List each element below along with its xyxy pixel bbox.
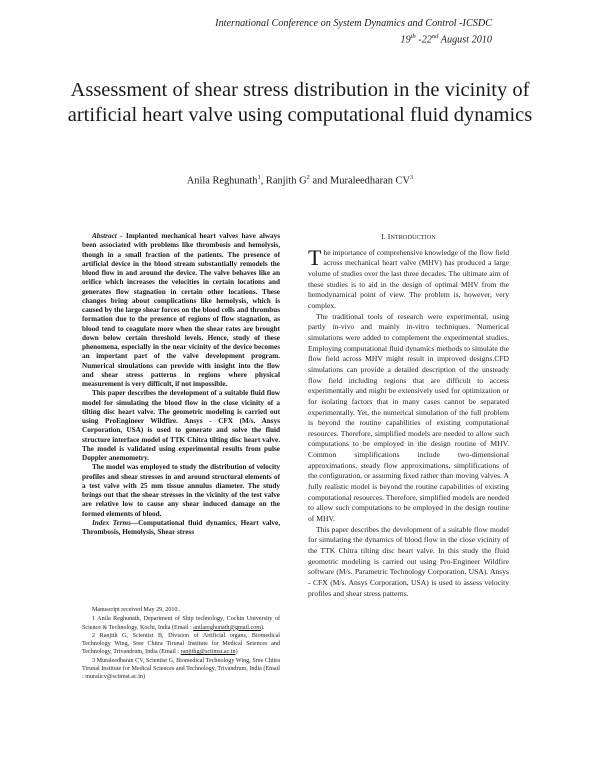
conference-date: 19th -22nd August 2010 bbox=[400, 33, 492, 46]
abstract-paragraph-3: The model was employed to study the distribution of velocity profiles and shear stresses in and around structural elements of a test valve with 25 mm tissue annulus diameter. The study brings out that the shear stresses in the vicinity of the test valve are relative low to cause any shear induced damage on the formed elements of blood. bbox=[82, 463, 280, 518]
index-terms: Index Terms—Computational fluid dynamics, Heart valve, Thrombosis, Hemolysis, Shear stress bbox=[82, 518, 280, 536]
manuscript-received: Manuscript received May 29, 2010.. bbox=[92, 607, 181, 613]
abstract-paragraph-1: Abstract - Implanted mechanical heart valves have always been associated with problems like thrombosis and hemolysis, though in a small fraction of the patients. The presence of artificial device in the blood stream substantially remodels the blood flow in and around the device. The valve behaves like an orifice which increases the velocities in certain locations and generates flow stagnation in certain other locations. These changes bring about complications like hemolysis, which is caused by the large shear forces on the blood cells and thrombus formation due to the presence of regions of flow stagnation, as blood tend to coagulate more when the shear rates are brought down below certain threshold levels. Hence, study of these phenomena, especially in the near vicinity of the device becomes an important part of the valve development program. Numerical simulations can provide with insight into the flow and shear stress patterns in regions where physical measurement is very difficult, if not impossible. bbox=[82, 232, 280, 388]
abstract-paragraph-2: This paper describes the development of a suitable fluid flow model for simulating the blood flow in the close vicinity of a tilting disc heart valve. The geometric modeling is carried out using ProEngineer Wildfire. Ansys - CFX (M/s. Ansys Corporation, USA) is used to generate and solve the fluid structure interface model of TTK Chitra tilting disc heart valve. The model is validated using experimental results from pulse Doppler anemometry. bbox=[82, 389, 280, 462]
drop-cap: T bbox=[308, 244, 322, 270]
abstract bbox=[82, 232, 280, 537]
email-link-1[interactable]: anilareghunath@gmail.com bbox=[193, 624, 261, 631]
footnote-2: 2 Ranjith G, Scientist B, Division of Artificial organs, Biomedical Technology Wing, Sree Chitra Tirunal Institute for Medical Seiences and Technology, Trivandrum, India (Email : ranjithg@sctimst.ac.in) bbox=[82, 632, 280, 656]
intro-paragraph-1: The importance of comprehensive knowledge of the flow field across mechanical heart valve (MHV) has produced a large volume of studies over the last three decades. The ultimate aim of these studies is to aid in the design of optimal MHV from the hemodynamical point of view. The problem is, however, very complex. bbox=[308, 244, 510, 310]
section-heading: I. INTRODUCTION bbox=[381, 232, 436, 241]
introduction bbox=[308, 232, 509, 599]
footnote-3: 3 Muraleedharan CV, Scientist G, Biomedical Technology Wing, Sree Chitra Tirunal Institute for Medical Sciences and Technology, Trivandrum, India (Email : muralicv@sctimst.ac.in) bbox=[82, 657, 280, 681]
email-link-2[interactable]: ranjithg@sctimst.ac.in bbox=[180, 649, 236, 656]
footnote-1: 1 Anila Reghunath, Department of Ship technology, Cochin University of Science & Technology, Kochi, India (Email : anilareghunath@gmail.com). bbox=[82, 616, 280, 631]
paper-title: Assessment of shear stress distribution in the vicinity of artificial heart valve using computational fluid dynamics bbox=[67, 79, 533, 126]
intro-paragraph-2: The traditional tools of research were experimental, using partly in-vivo and mainly in-vitro techniques. Numerical simulations were added to complement the experimental studies. Employing computational fluid dynamics methods to simulate the flow field across MHV might result in improved designs.CFD simulations can provide a detailed description of the unsteady flow field including regions that are difficult to access experimentally and might be extensively used for optimization or for isolating factors that in many cases cannot be separated experimentally. Yet, the numerical simulation of the full problem is beyond the routine capabilities of existing computational resources. Therefore, simplified models are needed to allow such computations to be employed in the design routine of MHV. Common simplifications include two-dimensional approximations, steady flow approximations, simplifications of the configuration, or assuming fixed rather than moving valves. A fully realistic model is beyond the routine capabilities of existing computational resources. Therefore, simplified models are needed to allow such computations to be employed in the design routine of MHV. bbox=[308, 311, 509, 524]
footnotes bbox=[82, 606, 280, 682]
conference-name: International Conference on System Dynamics and Control -ICSDC bbox=[215, 18, 492, 29]
abstract-label: Abstract bbox=[92, 232, 117, 240]
index-terms-label: Index Terms bbox=[92, 518, 131, 527]
intro-paragraph-3: This paper describes the development of a suitable flow model for simulating the dynamics of blood flow in the close vicinity of the TTK Chitra tilting disc heart valve. In this study the fluid geometric modeling is carried out using Pro-Engineer Wildfire software (M/s. Parametric Technology Corporation, USA). Ansys - CFX (M/s. Ansys Corporation, USA) is used to assess velocity profiles and shear stress patterns. bbox=[308, 524, 509, 598]
author-line: Anila Reghunath$^1$, Ranjith $G^2$ and Muraleedharan $CV^3$ bbox=[186, 174, 414, 187]
